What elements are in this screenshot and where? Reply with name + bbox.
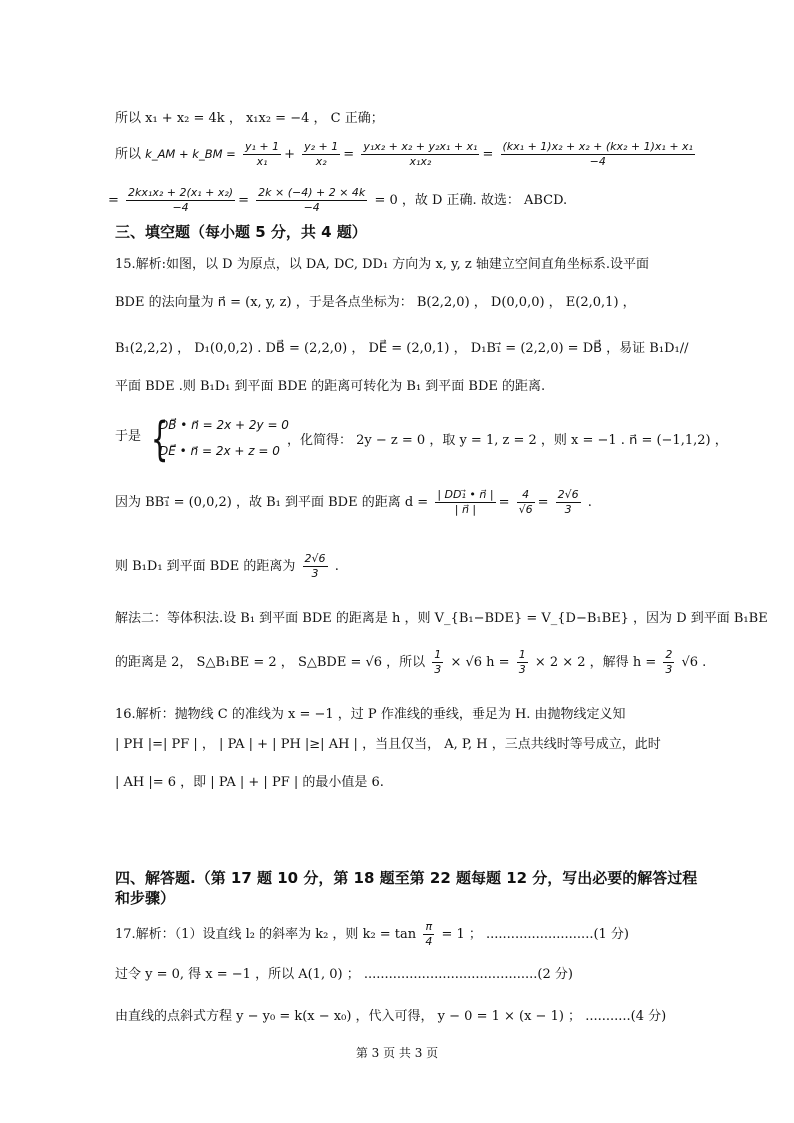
section-heading-4-line-1: 四、解答题.（第 17 题 10 分，第 18 题至第 22 题每题 12 分，写出必要的解答过程 <box>115 869 698 887</box>
denominator: | n⃗ | <box>454 503 477 516</box>
numerator: 2k × (−4) + 2 × 4k <box>258 186 366 199</box>
denominator: x₁ <box>256 155 268 168</box>
line-2: 所以 k_AM + k_BM = $\frac{\text{y₁ + 1}}{\text{x₁}}$ + $\frac{\text{y₂ + 1}}{\text{x₂}}$ = $\frac{\text{y₁x₂ + x₂ + y₂x₁ + x₁}}{\text{x₁x₂}}$ = $\frac{\text{(kx₁ + 1)x₂ + x₂ + (kx₂ + 1)x₁ + x₁}}{-4}$ <box>115 140 693 168</box>
equation: DB⃗ • n⃗ = 2x + 2y = 0 <box>159 418 289 432</box>
line-1 <box>115 110 384 128</box>
fraction <box>663 648 674 677</box>
denominator: 3 <box>434 663 442 676</box>
fraction <box>243 140 281 169</box>
fraction <box>303 552 328 581</box>
numerator: | DD₁⃗ • n⃗ | <box>437 488 494 501</box>
denominator: 3 <box>665 663 673 676</box>
page-footer: 第 3 页 共 3 页 <box>355 1046 439 1060</box>
text: = 1 ； ..........................(1 分) <box>441 927 630 942</box>
p15-line-2: BDE 的法向量为 n⃗ = (x, y, z) ，于是各点坐标为： B(2,2,0) ， D(0,0,0) ， E(2,0,1) ， <box>115 295 636 310</box>
p17-line-1 <box>115 920 629 949</box>
fraction <box>302 140 340 169</box>
text: 的距离是 2， S△B₁BE = 2 ， S△BDE = √6 ，所以 <box>115 655 426 670</box>
text: √6 . <box>681 655 707 670</box>
denominator: x₁x₂ <box>409 155 432 168</box>
fraction <box>501 140 695 169</box>
p15-line-8: 解法二：等体积法.设 B₁ 到平面 BDE 的距离是 h ，则 V_{B₁−BDE} = V_{D−B₁BE} ，因为 D 到平面 B₁BE <box>115 611 768 626</box>
numerator: (kx₁ + 1)x₂ + x₂ + (kx₂ + 1)x₁ + x₁ <box>502 140 693 153</box>
p16-line-2: | PH |=| PF | ， | PA | + | PH |≥| AH | ，当且仅当， A, P, H ，三点共线时等号成立，此时 <box>115 737 661 752</box>
fraction <box>435 488 495 517</box>
line-3: = $\frac{\text{2kx₁x₂ + 2(x₁ + x₂)}}{-4}$ = $\frac{2k \times (-4) + 2 \times 4k}{-4}$ = 0 ，故 D 正确. 故选： ABCD. <box>108 186 568 214</box>
p15-line-4: 平面 BDE .则 B₁D₁ 到平面 BDE 的距离可转化为 B₁ 到平面 BDE 的距离. <box>115 379 546 394</box>
p15-line-9 <box>115 648 706 677</box>
denominator: x₂ <box>315 155 327 168</box>
denominator: −4 <box>589 155 606 168</box>
section-heading-3: 三、填空题（每小题 5 分，共 4 题） <box>115 223 367 241</box>
text: 所以 <box>115 147 142 162</box>
p17-line-2: 过令 y = 0, 得 x = −1 ，所以 A(1, 0) ； ..........................................(2 分) <box>115 967 573 982</box>
text: 因为 BB₁⃗ = (0,0,2) ，故 B₁ 到平面 BDE 的距离 d = <box>115 495 429 510</box>
p15-line-5 <box>115 428 141 446</box>
fraction <box>432 648 443 677</box>
fraction <box>517 648 528 677</box>
numerator: π <box>423 920 434 935</box>
p17-line-3: 由直线的点斜式方程 y − y₀ = k(x − x₀) ，代入可得， y − 0 = 1 × (x − 1) ； ...........(4 分) <box>115 1009 667 1024</box>
denominator: −4 <box>172 201 189 214</box>
numerator: y₁x₂ + x₂ + y₂x₁ + x₁ <box>363 140 478 153</box>
numerator: 2kx₁x₂ + 2(x₁ + x₂) <box>128 186 234 199</box>
numerator: 2√6 <box>304 552 326 565</box>
text: 于是 <box>115 429 142 444</box>
fraction <box>256 186 367 215</box>
fraction <box>517 488 535 517</box>
p15-line-3: B₁(2,2,2) ， D₁(0,0,2) . DB⃗ = (2,2,0) ， DE⃗ = (2,0,1) ， D₁B₁⃗ = (2,2,0) = DB⃗ ，易证 B₁D₁// <box>115 341 689 356</box>
fraction <box>423 920 434 949</box>
fraction <box>556 488 581 517</box>
fraction <box>361 140 479 169</box>
text: 所以 x₁ + x₂ = 4k ， x₁x₂ = −4 ， C 正确； <box>115 111 384 126</box>
text: = 0 ，故 D 正确. 故选： ABCD. <box>374 193 568 208</box>
numerator: y₂ + 1 <box>304 140 339 153</box>
equation: DE⃗ • n⃗ = 2x + z = 0 <box>159 444 280 458</box>
denominator: 3 <box>518 663 526 676</box>
numerator: 1 <box>434 648 442 661</box>
brace-icon: { <box>150 412 169 466</box>
p15-line-5-tail: ，化简得： 2y − z = 0 ，取 y = 1, z = 2 ，则 x = −1 . n⃗ = (−1,1,2) ， <box>287 433 728 448</box>
p15-line-7: 则 B₁D₁ 到平面 BDE 的距离为 $\frac{2√6}{3}$ . <box>115 552 339 580</box>
denominator: 3 <box>564 503 572 516</box>
numerator: 4 <box>517 488 535 503</box>
denominator: −4 <box>303 201 320 214</box>
text: 17.解析：（1）设直线 l₂ 的斜率为 k₂ ，则 k₂ = tan <box>115 927 417 942</box>
p15-line-1: 15.解析:如图，以 D 为原点，以 DA, DC, DD₁ 方向为 x, y, z 轴建立空间直角坐标系.设平面 <box>115 257 650 272</box>
text: 则 B₁D₁ 到平面 BDE 的距离为 <box>115 559 296 574</box>
p16-line-3: | AH |= 6 ，即 | PA | + | PF | 的最小值是 6. <box>115 775 384 790</box>
p15-line-6: 因为 BB₁⃗ = (0,0,2) ，故 B₁ 到平面 BDE 的距离 d = $\frac{\text{| DD₁⃗ • n⃗ |}}{| n⃗ |}$ = $\frac{4}{√6}$ = $\frac{2√6}{3}$ . <box>115 488 592 516</box>
numerator: y₁ + 1 <box>244 140 280 153</box>
denominator: √6 <box>518 503 533 516</box>
numerator: 2√6 <box>557 488 579 501</box>
numerator: 2 <box>665 648 673 661</box>
text: × 2 × 2 ，解得 h = <box>534 655 657 670</box>
denominator: 4 <box>425 935 433 948</box>
denominator: 3 <box>311 567 319 580</box>
p16-line-1: 16.解析：抛物线 C 的准线为 x = −1 ，过 P 作准线的垂线，垂足为 H. 由抛物线定义知 <box>115 707 626 722</box>
numerator: 1 <box>518 648 526 661</box>
text: × √6 h = <box>450 655 510 670</box>
math-text: k_AM + k_BM = <box>145 147 236 161</box>
section-heading-4-line-2: 和步骤） <box>115 889 176 907</box>
fraction <box>126 186 235 215</box>
